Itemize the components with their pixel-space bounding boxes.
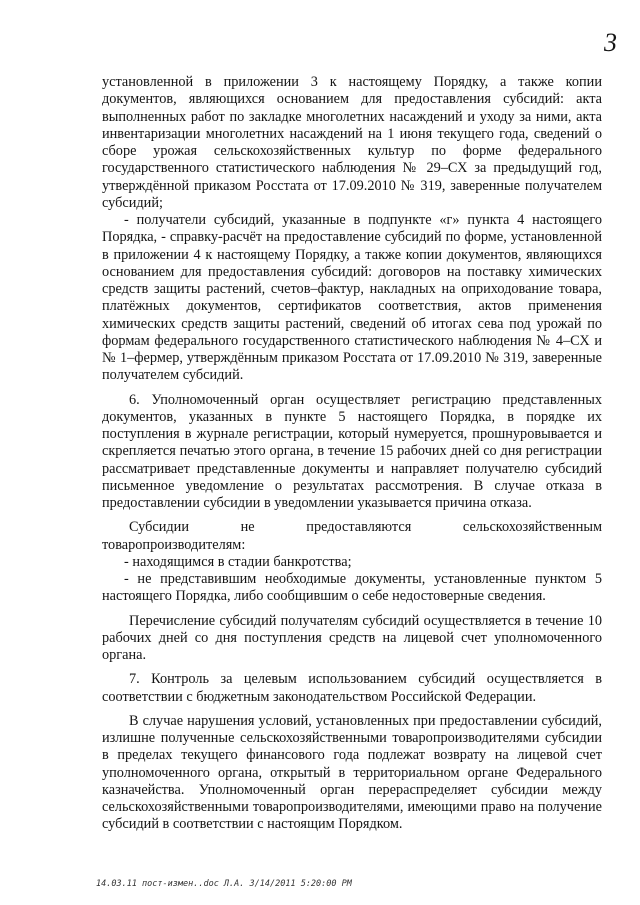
paragraph-subsidy-denial: Субсидии не предоставляются сельскохозяйственным товаропроизводителям: [102,519,602,553]
file-footer: 14.03.11 пост-измен..doc Л.А. 3/14/2011 5:20:00 PM [96,879,352,889]
paragraph-continuation: установленной в приложении 3 к настоящему Порядку, а также копии документов, являющихся основанием для предоставления субсидий: акта выполненных работ по закладке многолетних насаждений и уходу за ними, акта инвентаризации многолетних насаждений на 1 июня текущего года, сведений о сборе урожая сельскохозяйственных культур по форме федерального государственного статистического наблюдения № 29–СХ за предыдущий год, утверждённой приказом Росстата от 17.09.2010 № 319, заверенные получателем субсидий; [102,74,602,211]
paragraph-item-bankruptcy: - находящимся в стадии банкротства; [124,553,352,570]
paragraph-item-recipients: - получатели субсидий, указанные в подпункте «г» пункта 4 настоящего Порядка, - справку-расчёт на предоставление субсидий по форме, установленной в приложении 4 к настоящему Порядку, а также копии документов, являющихся основанием для предоставления субсидий: договоров на поставку химических средств защиты растений, счетов–фактур, накладных на оприходование товара, платёжных документов, сертификатов соответствия, актов применения химических средств защиты растений, сведений об итогах сева под урожай по формам федерального государственного статистического наблюдения № 4–СХ и № 1–фермер, утверждённым приказом Росстата от 17.09.2010 № 319, заверенные получателем субсидий. [102,212,602,384]
paragraph-violation: В случае нарушения условий, установленных при предоставлении субсидий, излишне полученные сельскохозяйственными товаропроизводителями субсидии в пределах текущего финансового года подлежат возврату на лицевой счет уполномоченного органа, открытый в территориальном органе Федерального казначейства. Уполномоченный орган перераспределяет субсидии между сельскохозяйственными товаропроизводителями, имеющими право на получение субсидий в соответствии с настоящим Порядком. [102,712,602,833]
paragraph-clause-7: 7. Контроль за целевым использованием субсидий осуществляется в соответствии с бюджетным законодательством Российской Федерации. [102,671,602,705]
paragraph-transfer: Перечисление субсидий получателям субсидий осуществляется в течение 10 рабочих дней со дня поступления средств на лицевой счет уполномоченного органа. [102,612,602,663]
paragraph-item-documents: - не представившим необходимые документы, установленные пунктом 5 настоящего Порядка, либо сообщившим о себе недостоверные сведения. [102,571,602,605]
document-body [102,74,602,834]
page-number: 3 [604,28,618,57]
paragraph-clause-6: 6. Уполномоченный орган осуществляет регистрацию представленных документов, указанных в пункте 5 настоящего Порядка, в порядке их поступления в журнале регистрации, который нумеруется, прошнуровывается и скрепляется печатью этого органа, в течение 15 рабочих дней со дня регистрации рассматривает представленные документы и направляет получателю субсидий письменное уведомление о результатах рассмотрения. В случае отказа в предоставлении субсидии в уведомлении указывается причина отказа. [102,391,602,511]
